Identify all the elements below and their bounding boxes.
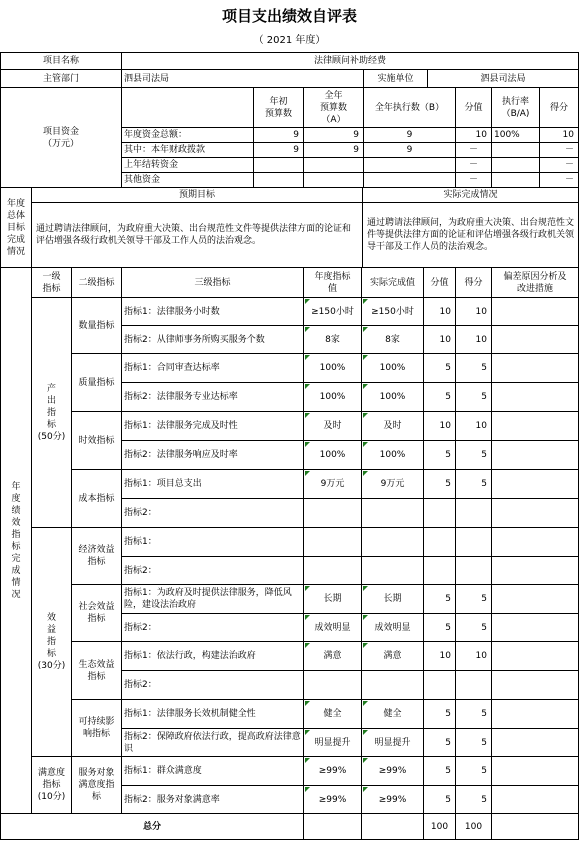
indicator-row-remarks: [492, 528, 579, 557]
funds-row-score-value: －: [456, 143, 492, 158]
project-name-value: 法律顾问补助经费: [122, 52, 579, 70]
indicator-header-2: 三级指标: [122, 268, 304, 298]
indicator-row-remarks: [492, 470, 579, 499]
funds-header-4: 执行率 （B/A): [492, 88, 540, 128]
indicator-row-score: 5: [456, 383, 492, 412]
indicator-row-target: 100%: [304, 441, 362, 470]
funds-row-annual: [304, 158, 364, 173]
indicator-row-actual: 100%: [362, 354, 424, 383]
comment-marker: [305, 615, 310, 620]
level1-indicator: 效 益 指 标 (30分): [32, 528, 72, 757]
level2-indicator: 服务对象 满意度指 标: [72, 757, 122, 814]
indicator-row-remarks: [492, 757, 579, 786]
indicator-row-value: [424, 557, 456, 585]
funds-label: 项目资金 （万元）: [0, 88, 122, 188]
funds-row-annual: [304, 173, 364, 188]
indicator-header-0: 一级 指标: [32, 268, 72, 298]
level2-indicator: 生态效益 指标: [72, 642, 122, 700]
indicator-row-actual: 及时: [362, 412, 424, 441]
funds-row-initial: 9: [254, 128, 304, 143]
indicator-row-score: 10: [456, 642, 492, 671]
indicator-row-name: 指标2：保障政府依法行政，提高政府法律意识: [122, 729, 304, 757]
funds-header-0: 年初 预算数: [254, 88, 304, 128]
funds-row-annual: 9: [304, 143, 364, 158]
comment-marker: [305, 327, 310, 332]
indicator-row-remarks: [492, 671, 579, 700]
indicator-row-target: 8家: [304, 326, 362, 354]
comment-marker: [305, 730, 310, 735]
indicator-row-actual: 8家: [362, 326, 424, 354]
indicator-row-value: 10: [424, 298, 456, 326]
funds-row-label: 其中：本年财政拨款: [122, 143, 254, 158]
dept-value: 泗县司法局: [122, 70, 364, 88]
indicator-row-name: 指标1：合同审查达标率: [122, 354, 304, 383]
actual-goal-header: 实际完成情况: [363, 188, 579, 203]
indicator-row-target: 健全: [304, 700, 362, 729]
indicator-row-score: [456, 671, 492, 700]
indicator-row-remarks: [492, 614, 579, 642]
indicator-row-actual: [362, 557, 424, 585]
indicator-row-target: 长期: [304, 585, 362, 614]
indicator-row-remarks: [492, 298, 579, 326]
indicator-row-actual: ≥99%: [362, 786, 424, 814]
indicator-row-score: 5: [456, 354, 492, 383]
indicator-row-value: [424, 528, 456, 557]
indicator-row-score: 5: [456, 786, 492, 814]
indicator-row-remarks: [492, 326, 579, 354]
indicator-row-score: 5: [456, 470, 492, 499]
funds-row-exec: [364, 173, 456, 188]
total-value: 100: [424, 814, 456, 840]
comment-marker: [363, 384, 368, 389]
indicator-row-target: 成效明显: [304, 614, 362, 642]
comment-marker: [363, 327, 368, 332]
comment-marker: [363, 701, 368, 706]
indicator-row-actual: [362, 671, 424, 700]
funds-row-label: 年度资金总额：: [122, 128, 254, 143]
funds-row-label: 上年结转资金: [122, 158, 254, 173]
total-score: 100: [456, 814, 492, 840]
level2-indicator: 质量指标: [72, 354, 122, 412]
indicator-row-value: 5: [424, 757, 456, 786]
indicator-row-score: [456, 557, 492, 585]
funds-header-2: 全年执行数（B）: [364, 88, 456, 128]
indicator-row-target: 100%: [304, 383, 362, 412]
funds-row-rate: 100%: [492, 128, 540, 143]
indicator-row-name: 指标1：项目总支出: [122, 470, 304, 499]
indicator-row-actual: 9万元: [362, 470, 424, 499]
indicator-row-name: 指标2：: [122, 557, 304, 585]
comment-marker: [305, 586, 310, 591]
indicator-row-target: 满意: [304, 642, 362, 671]
project-name-label: 项目名称: [0, 52, 122, 70]
indicator-row-actual: 100%: [362, 383, 424, 412]
indicator-row-name: 指标1：为政府及时提供法律服务，降低风险，建设法治政府: [122, 585, 304, 614]
comment-marker: [363, 413, 368, 418]
indicator-row-target: [304, 557, 362, 585]
comment-marker: [305, 701, 310, 706]
indicator-row-name: 指标2：从律师事务所购买服务个数: [122, 326, 304, 354]
funds-row-score: －: [540, 173, 579, 188]
indicator-row-target: ≥99%: [304, 757, 362, 786]
indicator-row-target: [304, 671, 362, 700]
funds-row-initial: [254, 173, 304, 188]
comment-marker: [363, 355, 368, 360]
indicator-row-actual: 长期: [362, 585, 424, 614]
funds-row-exec: 9: [364, 143, 456, 158]
comment-marker: [305, 758, 310, 763]
funds-row-score-value: －: [456, 173, 492, 188]
indicator-row-actual: 满意: [362, 642, 424, 671]
comment-marker: [363, 615, 368, 620]
indicator-row-score: 10: [456, 326, 492, 354]
funds-row-score: 10: [540, 128, 579, 143]
page-title: 项目支出绩效自评表: [221, 7, 357, 25]
indicator-row-target: ≥99%: [304, 786, 362, 814]
funds-row-initial: 9: [254, 143, 304, 158]
indicator-row-remarks: [492, 585, 579, 614]
indicator-row-value: 5: [424, 585, 456, 614]
level2-indicator: 时效指标: [72, 412, 122, 470]
indicator-row-score: 5: [456, 585, 492, 614]
comment-marker: [305, 413, 310, 418]
indicator-row-name: 指标2：: [122, 614, 304, 642]
comment-marker: [363, 643, 368, 648]
indicator-header-6: 得分: [456, 268, 492, 298]
comment-marker: [363, 730, 368, 735]
indicator-row-score: [456, 499, 492, 528]
funds-header-5: 得分: [540, 88, 579, 128]
indicator-row-score: 5: [456, 700, 492, 729]
indicator-row-name: 指标1：法律服务小时数: [122, 298, 304, 326]
comment-marker: [305, 299, 310, 304]
goals-label: 年度 总体 目标 完成 情况: [0, 188, 32, 268]
total-remarks-cell: [492, 814, 579, 840]
funds-row-label: 其他资金: [122, 173, 254, 188]
comment-marker: [305, 471, 310, 476]
comment-marker: [363, 471, 368, 476]
indicator-row-name: 指标2：法律服务响应及时率: [122, 441, 304, 470]
indicator-row-name: 指标2：: [122, 499, 304, 528]
indicator-row-remarks: [492, 729, 579, 757]
indicator-row-value: 5: [424, 354, 456, 383]
comment-marker: [363, 299, 368, 304]
funds-row-rate: [492, 143, 540, 158]
comment-marker: [363, 442, 368, 447]
comment-marker: [305, 643, 310, 648]
indicator-row-value: 10: [424, 642, 456, 671]
indicator-row-remarks: [492, 642, 579, 671]
expected-goal-header: 预期目标: [32, 188, 363, 203]
funds-row-score-value: 10: [456, 128, 492, 143]
indicator-row-target: [304, 528, 362, 557]
indicator-row-target: ≥150小时: [304, 298, 362, 326]
total-target-cell: [304, 814, 362, 840]
indicator-row-score: [456, 528, 492, 557]
indicator-row-name: 指标2：: [122, 671, 304, 700]
comment-marker: [305, 355, 310, 360]
indicator-row-value: 5: [424, 383, 456, 412]
level1-indicator: 满意度 指标 (10分): [32, 757, 72, 814]
indicator-row-actual: ≥99%: [362, 757, 424, 786]
indicator-row-value: 5: [424, 614, 456, 642]
indicator-row-name: 指标1：: [122, 528, 304, 557]
indicator-row-name: 指标1：群众满意度: [122, 757, 304, 786]
indicator-row-target: 及时: [304, 412, 362, 441]
funds-row-exec: [364, 158, 456, 173]
funds-header-blank: [122, 88, 254, 128]
impl-value: 泗县司法局: [428, 70, 579, 88]
indicator-row-score: 5: [456, 614, 492, 642]
indicator-row-actual: [362, 528, 424, 557]
comment-marker: [305, 442, 310, 447]
indicator-row-target: 100%: [304, 354, 362, 383]
actual-goal-text: 通过聘请法律顾问，为政府重大决策、出台规范性文件等提供法律方面的论证和评估增强各级行政机关领导干部及工作人员的法治观念。: [363, 203, 579, 268]
funds-row-exec: 9: [364, 128, 456, 143]
level2-indicator: 经济效益 指标: [72, 528, 122, 585]
indicator-header-1: 二级指标: [72, 268, 122, 298]
indicators-section-label: 年 度 绩 效 指 标 完 成 情 况: [0, 268, 32, 814]
indicator-row-name: 指标2：法律服务专业达标率: [122, 383, 304, 412]
level2-indicator: 数量指标: [72, 298, 122, 354]
indicator-row-name: 指标1：法律服务长效机制健全性: [122, 700, 304, 729]
indicator-header-7: 偏差原因分析及 改进措施: [492, 268, 579, 298]
indicator-row-remarks: [492, 412, 579, 441]
indicator-row-name: 指标1：法律服务完成及时性: [122, 412, 304, 441]
indicator-row-score: 5: [456, 757, 492, 786]
indicator-row-value: 5: [424, 470, 456, 499]
indicator-row-remarks: [492, 354, 579, 383]
indicator-row-remarks: [492, 383, 579, 412]
expected-goal-text: 通过聘请法律顾问，为政府重大决策、出台规范性文件等提供法律方面的论证和评估增强各级行政机关领导干部及工作人员的法治观念。: [32, 203, 363, 268]
funds-row-rate: [492, 158, 540, 173]
indicator-row-value: 5: [424, 786, 456, 814]
indicator-row-name: 指标2：服务对象满意率: [122, 786, 304, 814]
indicator-row-remarks: [492, 786, 579, 814]
level2-indicator: 成本指标: [72, 470, 122, 528]
indicator-row-target: 明显提升: [304, 729, 362, 757]
indicator-row-value: [424, 671, 456, 700]
level1-indicator: 产 出 指 标 (50分): [32, 298, 72, 528]
comment-marker: [363, 787, 368, 792]
indicator-row-score: 10: [456, 412, 492, 441]
comment-marker: [363, 586, 368, 591]
indicator-row-name: 指标1：依法行政，构建法治政府: [122, 642, 304, 671]
indicator-row-score: 5: [456, 729, 492, 757]
indicator-row-actual: ≥150小时: [362, 298, 424, 326]
indicator-row-value: 10: [424, 326, 456, 354]
total-label: 总分: [0, 814, 304, 840]
dept-label: 主管部门: [0, 70, 122, 88]
funds-header-1: 全年 预算数 （A）: [304, 88, 364, 128]
indicator-header-3: 年度指标 值: [304, 268, 362, 298]
indicator-row-actual: 明显提升: [362, 729, 424, 757]
indicator-row-target: [304, 499, 362, 528]
indicator-row-value: 5: [424, 700, 456, 729]
indicator-row-actual: [362, 499, 424, 528]
funds-row-score: －: [540, 158, 579, 173]
indicator-row-remarks: [492, 557, 579, 585]
level2-indicator: 可持续影 响指标: [72, 700, 122, 757]
indicator-row-value: 5: [424, 729, 456, 757]
funds-row-score-value: －: [456, 158, 492, 173]
indicator-header-4: 实际完成值: [362, 268, 424, 298]
indicator-row-remarks: [492, 499, 579, 528]
indicator-row-value: 5: [424, 441, 456, 470]
indicator-row-actual: 成效明显: [362, 614, 424, 642]
impl-label: 实施单位: [364, 70, 428, 88]
year-label: （ 2021 年度）: [253, 35, 326, 46]
indicator-row-remarks: [492, 700, 579, 729]
comment-marker: [363, 758, 368, 763]
level2-indicator: 社会效益 指标: [72, 585, 122, 642]
indicator-row-value: 10: [424, 412, 456, 441]
comment-marker: [305, 384, 310, 389]
indicator-header-5: 分值: [424, 268, 456, 298]
funds-row-rate: [492, 173, 540, 188]
total-actual-cell: [362, 814, 424, 840]
funds-row-annual: 9: [304, 128, 364, 143]
indicator-row-actual: 100%: [362, 441, 424, 470]
funds-header-3: 分值: [456, 88, 492, 128]
indicator-row-actual: 健全: [362, 700, 424, 729]
funds-row-initial: [254, 158, 304, 173]
indicator-row-target: 9万元: [304, 470, 362, 499]
funds-row-score: －: [540, 143, 579, 158]
indicator-row-remarks: [492, 441, 579, 470]
comment-marker: [305, 787, 310, 792]
indicator-row-score: 10: [456, 298, 492, 326]
indicator-row-score: 5: [456, 441, 492, 470]
indicator-row-value: [424, 499, 456, 528]
